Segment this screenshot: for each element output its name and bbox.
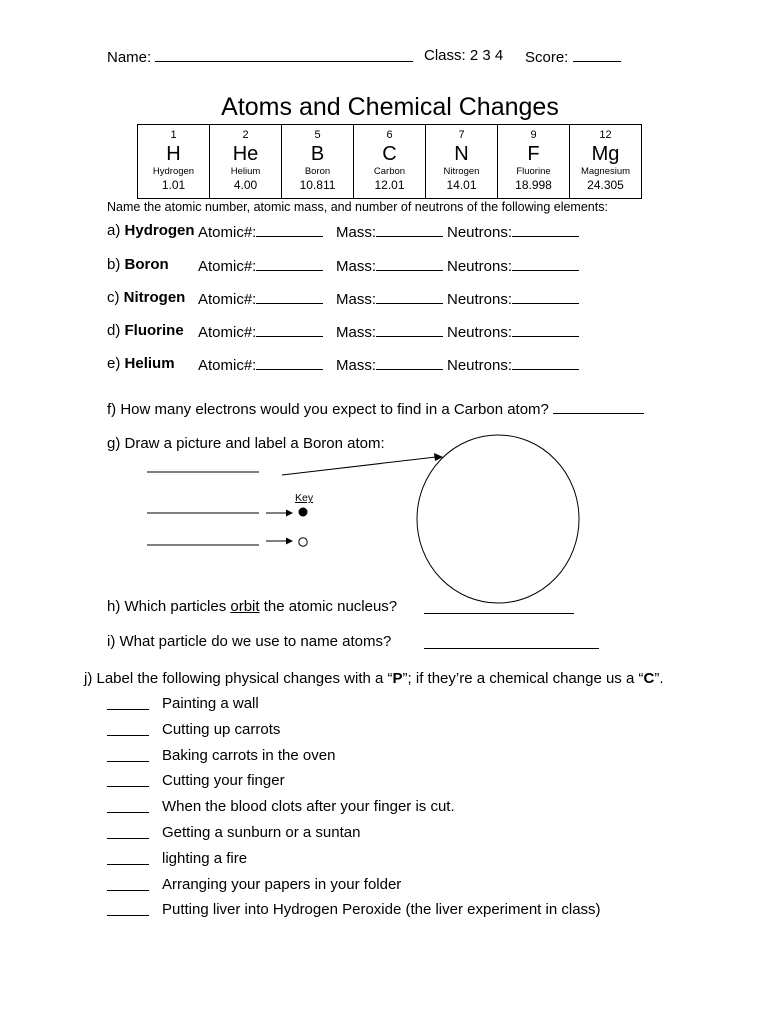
element-name: Nitrogen: [443, 166, 480, 177]
question-letter: c): [107, 289, 120, 306]
list-item: [107, 849, 248, 869]
change-text: Cutting your finger: [162, 772, 285, 790]
element-symbol: He: [232, 143, 259, 165]
atomic-label: Atomic#:: [198, 224, 257, 241]
mass-label: Mass:: [336, 324, 377, 341]
answer-blank[interactable]: [107, 850, 149, 865]
question-i-text: i) What particle do we use to name atoms?: [107, 633, 392, 650]
neutrons-label: Neutrons:: [447, 291, 513, 308]
change-text: Putting liver into Hydrogen Peroxide (the liver experiment in class): [162, 901, 601, 919]
atomic-mass: 12.01: [374, 178, 405, 192]
answer-blank[interactable]: [107, 876, 149, 891]
atomic-label: Atomic#:: [198, 291, 257, 308]
answer-blank[interactable]: [107, 747, 149, 762]
list-item: [107, 695, 259, 714]
answer-blank[interactable]: [107, 772, 149, 787]
neutrons-label: Neutrons:: [447, 224, 513, 241]
list-item: [107, 875, 402, 895]
change-text: Baking carrots in the oven: [162, 746, 336, 764]
question-j-post: ”.: [654, 670, 664, 687]
element-name: Carbon: [373, 166, 406, 177]
change-text: Arranging your papers in your folder: [162, 875, 402, 893]
element-name: Helium: [230, 166, 261, 177]
question-j-text: [84, 670, 664, 687]
neutrons-label: Neutrons:: [447, 324, 513, 341]
physical-letter: P: [392, 670, 403, 687]
key-label: Key: [295, 492, 314, 504]
question-letter: e): [107, 355, 121, 372]
question-g-text: g) Draw a picture and label a Boron atom:: [107, 435, 385, 452]
page-title: Atoms and Chemical Changes: [221, 93, 559, 121]
atomic-label: Atomic#:: [198, 357, 257, 374]
question-h-post: the atomic nucleus?: [259, 598, 398, 615]
atom-drawing-circle[interactable]: [417, 435, 579, 603]
element-name: Magnesium: [580, 166, 631, 177]
list-item: [107, 772, 285, 791]
element-symbol: H: [166, 143, 181, 165]
list-item: [107, 746, 336, 766]
question-h: [107, 598, 397, 615]
atomic-mass: 18.998: [515, 178, 552, 192]
list-item: [107, 720, 281, 740]
pointer-arrow-line: [282, 457, 436, 475]
atomic-number: 2: [242, 129, 249, 141]
chemical-letter: C: [643, 670, 655, 687]
neutrons-label: Neutrons:: [447, 258, 513, 275]
element-symbol: C: [382, 143, 397, 165]
class-label: Class: 2 3 4: [424, 47, 504, 64]
name-label: Name:: [107, 49, 152, 66]
list-item: [107, 824, 361, 843]
element-symbol: B: [310, 143, 325, 165]
atomic-number: 5: [314, 129, 321, 141]
element-symbol: F: [527, 143, 540, 165]
atomic-mass: 14.01: [446, 178, 477, 192]
answer-blank[interactable]: [107, 721, 149, 736]
pointer-arrowhead: [434, 453, 443, 461]
answer-blank[interactable]: [107, 798, 149, 813]
question-element: Hydrogen: [124, 222, 195, 239]
question-element: Boron: [124, 256, 169, 273]
neutrons-label: Neutrons:: [447, 357, 513, 374]
atomic-mass: 1.01: [161, 178, 186, 192]
atomic-label: Atomic#:: [198, 324, 257, 341]
element-name: Hydrogen: [152, 166, 195, 177]
question-h-pre: h) Which particles: [107, 598, 231, 615]
atomic-label: Atomic#:: [198, 258, 257, 275]
atomic-mass: 24.305: [587, 178, 624, 192]
question-j-pre: j) Label the following physical changes with a “: [84, 670, 393, 687]
answer-blank[interactable]: [107, 901, 149, 916]
empty-particle-icon: [299, 538, 307, 546]
atomic-mass: 10.811: [299, 178, 336, 192]
element-name: Boron: [304, 166, 331, 177]
change-text: lighting a fire: [162, 849, 248, 867]
question-i-answer[interactable]: [424, 634, 599, 654]
element-symbol: N: [454, 143, 469, 165]
change-text: Cutting up carrots: [162, 720, 281, 738]
atomic-number: 7: [458, 129, 465, 141]
atomic-mass: 4.00: [233, 178, 258, 192]
list-item: [107, 901, 601, 920]
question-h-answer[interactable]: [424, 599, 574, 619]
question-h-underlined: orbit: [230, 598, 260, 615]
key-arrowhead-1: [286, 510, 293, 517]
score-label: Score:: [525, 49, 569, 66]
question-element: Fluorine: [124, 322, 184, 339]
question-letter: b): [107, 256, 121, 273]
change-text: When the blood clots after your finger is cut.: [162, 798, 455, 816]
question-f-text: f) How many electrons would you expect to find in a Carbon atom?: [107, 401, 549, 418]
atomic-number: 6: [386, 129, 393, 141]
question-letter: d): [107, 322, 121, 339]
atomic-number: 12: [599, 129, 612, 141]
answer-blank[interactable]: [107, 824, 149, 839]
atomic-number: 9: [530, 129, 537, 141]
instructions: Name the atomic number, atomic mass, and number of neutrons of the following elements:: [107, 200, 608, 214]
list-item: [107, 798, 455, 817]
mass-label: Mass:: [336, 258, 377, 275]
question-element: Helium: [124, 355, 175, 372]
change-text: Painting a wall: [162, 695, 259, 712]
mass-label: Mass:: [336, 357, 377, 374]
question-j-mid: ”; if they’re a chemical change us a “: [402, 670, 644, 687]
question-element: Nitrogen: [123, 289, 186, 306]
filled-particle-icon: [299, 508, 308, 517]
element-name: Fluorine: [516, 166, 551, 177]
answer-blank[interactable]: [107, 695, 149, 710]
change-text: Getting a sunburn or a suntan: [162, 824, 361, 841]
question-letter: a): [107, 222, 121, 239]
mass-label: Mass:: [336, 291, 377, 308]
key-arrowhead-2: [286, 538, 293, 545]
atomic-number: 1: [170, 129, 177, 141]
mass-label: Mass:: [336, 224, 377, 241]
element-symbol: Mg: [591, 143, 620, 165]
